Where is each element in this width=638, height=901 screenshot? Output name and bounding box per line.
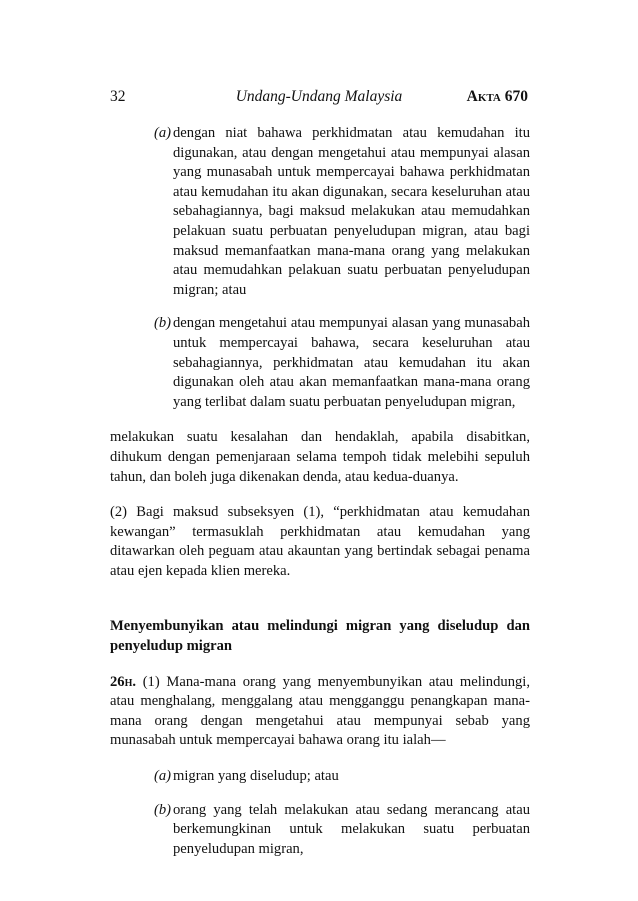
item-text: migran yang diseludup; atau (173, 768, 339, 785)
spacer (110, 487, 530, 503)
item-text: dengan mengetahui atau mempunyai alasan yang munasabah untuk mempercayai bahawa, secara keseluruhan atau sebahagiannya, perkhidmatan atau kemudahan itu akan digunakan oleh atau akan memanfaatkan mana-mana orang yang terlibat dalam suatu perbuatan penyeludupan migran, (173, 315, 530, 410)
section-number-suffix: h. (124, 673, 137, 690)
list-item (110, 801, 530, 860)
section-heading: Menyembunyikan atau melindungi migran yang diseludup dan penyeludup migran (110, 618, 530, 655)
spacer (110, 751, 530, 767)
offence-paragraph: melakukan suatu kesalahan dan hendaklah, apabila disabitkan, dihukum dengan pemenjaraan selama tempoh tidak melebihi sepuluh tahun, dan boleh juga dikenakan denda, atau kedua-duanya. (110, 429, 530, 485)
subsection-2-paragraph: (2) Bagi maksud subseksyen (1), “perkhidmatan atau kemudahan kewangan” termasuklah perkhidmatan atau kemudahan yang ditawarkan oleh peguam atau akauntan yang bertindak sebagai penama atau ejen kepada klien mereka. (110, 504, 530, 579)
spacer (110, 581, 530, 617)
page-number: 32 (110, 88, 126, 105)
spacer (110, 787, 530, 801)
list-item (110, 314, 530, 412)
item-label: (b) (154, 315, 172, 332)
item-label: (a) (154, 125, 172, 141)
spacer (110, 412, 530, 428)
item-text: dengan niat bahawa perkhidmatan atau kemudahan itu digunakan, atau dengan mengetahui atau mempunyai alasan yang munasabah untuk mempercayai bahawa perkhidmatan atau kemudahan itu akan digunakan, secara keseluruhan atau sebahagiannya, bagi maksud melakukan atau memudahkan pelakuan suatu perbuatan penyeludupan migran, atau bagi maksud memanfaatkan mana-mana orang yang melakukan atau memudahkan pelakuan suatu perbuatan penyeludupan migran; atau (173, 125, 530, 298)
running-title: Undang-Undang Malaysia (235, 88, 403, 105)
item-label: (b) (154, 801, 172, 818)
section-26h-paragraph (110, 673, 530, 751)
list-item (110, 124, 530, 300)
item-label: (a) (154, 768, 172, 785)
spacer (110, 657, 530, 673)
page-header (110, 88, 528, 110)
spacer (110, 300, 530, 314)
act-number (467, 88, 528, 106)
act-num: 670 (504, 88, 528, 105)
section-number-main: 26 (110, 673, 125, 690)
section-number (110, 674, 136, 690)
act-word: Akta (466, 88, 501, 105)
page-body (110, 124, 530, 859)
item-text: orang yang telah melakukan atau sedang merancang atau berkemungkinan untuk melakukan suatu perbuatan penyeludupan migran, (173, 801, 530, 857)
section-text: (1) Mana-mana orang yang menyembunyikan atau melindungi, atau menghalang, menggalang atau mengganggu penangkapan mana-mana orang dengan mengetahui atau mempunyai sebab yang munasabah untuk mempercayai bahawa orang itu ialah— (110, 673, 530, 749)
list-item (110, 767, 530, 787)
